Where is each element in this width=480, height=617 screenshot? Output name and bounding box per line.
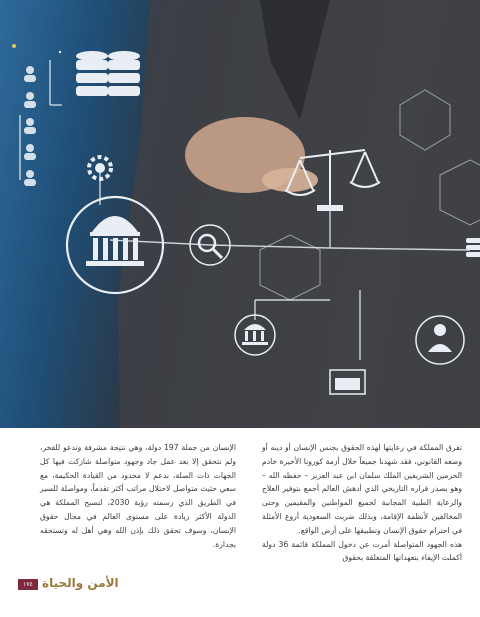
- database-icon: [76, 51, 140, 96]
- article-column-left: [40, 441, 236, 551]
- page-number: ١٧٤: [18, 579, 38, 590]
- magazine-brand: الأمن والحياة: [42, 576, 119, 590]
- article-column-right: [262, 441, 462, 565]
- page-footer: [18, 575, 148, 595]
- people-icons: [24, 66, 36, 186]
- sparkle-icons: [12, 44, 61, 53]
- paragraph-1: تفرق المملكة في رعايتها لهذه الحقوق بجنس الإنسان أو دينه أو وضعه القانوني، فقد شهدنا جميعاً خلال أزمة كورونا الأخيرة خادم الحرمين الشريفين الملك سلمان ابن عبد العزيز – حفظه الله – وهو يصدر قراره التاريخي الذي أدهش العالم أجمع بتوفير العلاج والرعاية الطبية المجانية لجميع المواطنين والمقيمين وحتى المخالفين لأنظمة الإقامة، وبذلك ضربت السعودية أروع الأمثلة في احترام حقوق الإنسان وتطبيقها على أرض الواقع.: [262, 443, 462, 535]
- database-edge-icon: [466, 238, 480, 257]
- paragraph-2: هذه الجهود المتواصلة أمرت عن دخول المملكة قائمة 36 دولة أكملت الإيفاء بتعهداتها المتعلقة بحقوق: [262, 539, 462, 563]
- paragraph-3: الإنسان من جملة 197 دولة، وهي نتيجة مشرفة وتدعو للفخر، ولم تتحقق إلا بعد عمل جاد وجهود متواصلة شاركت فيها كل الجهات ذات الصلة، بدعم لا محدود من القيادة الحكيمة، مع سعي حثيث متواصل لاحتلال مراتب أكثر تقدماً، ومواصلة للسير في الطريق الذي رسمته رؤية 2030، لتصبح المملكة هي الدولة الأكثر ريادة على مستوى العالم في مجال حقوق الإنسان، وسوف تحقق ذلك بإذن الله وهي أهل له وتستحقه بجدارة.: [40, 443, 236, 549]
